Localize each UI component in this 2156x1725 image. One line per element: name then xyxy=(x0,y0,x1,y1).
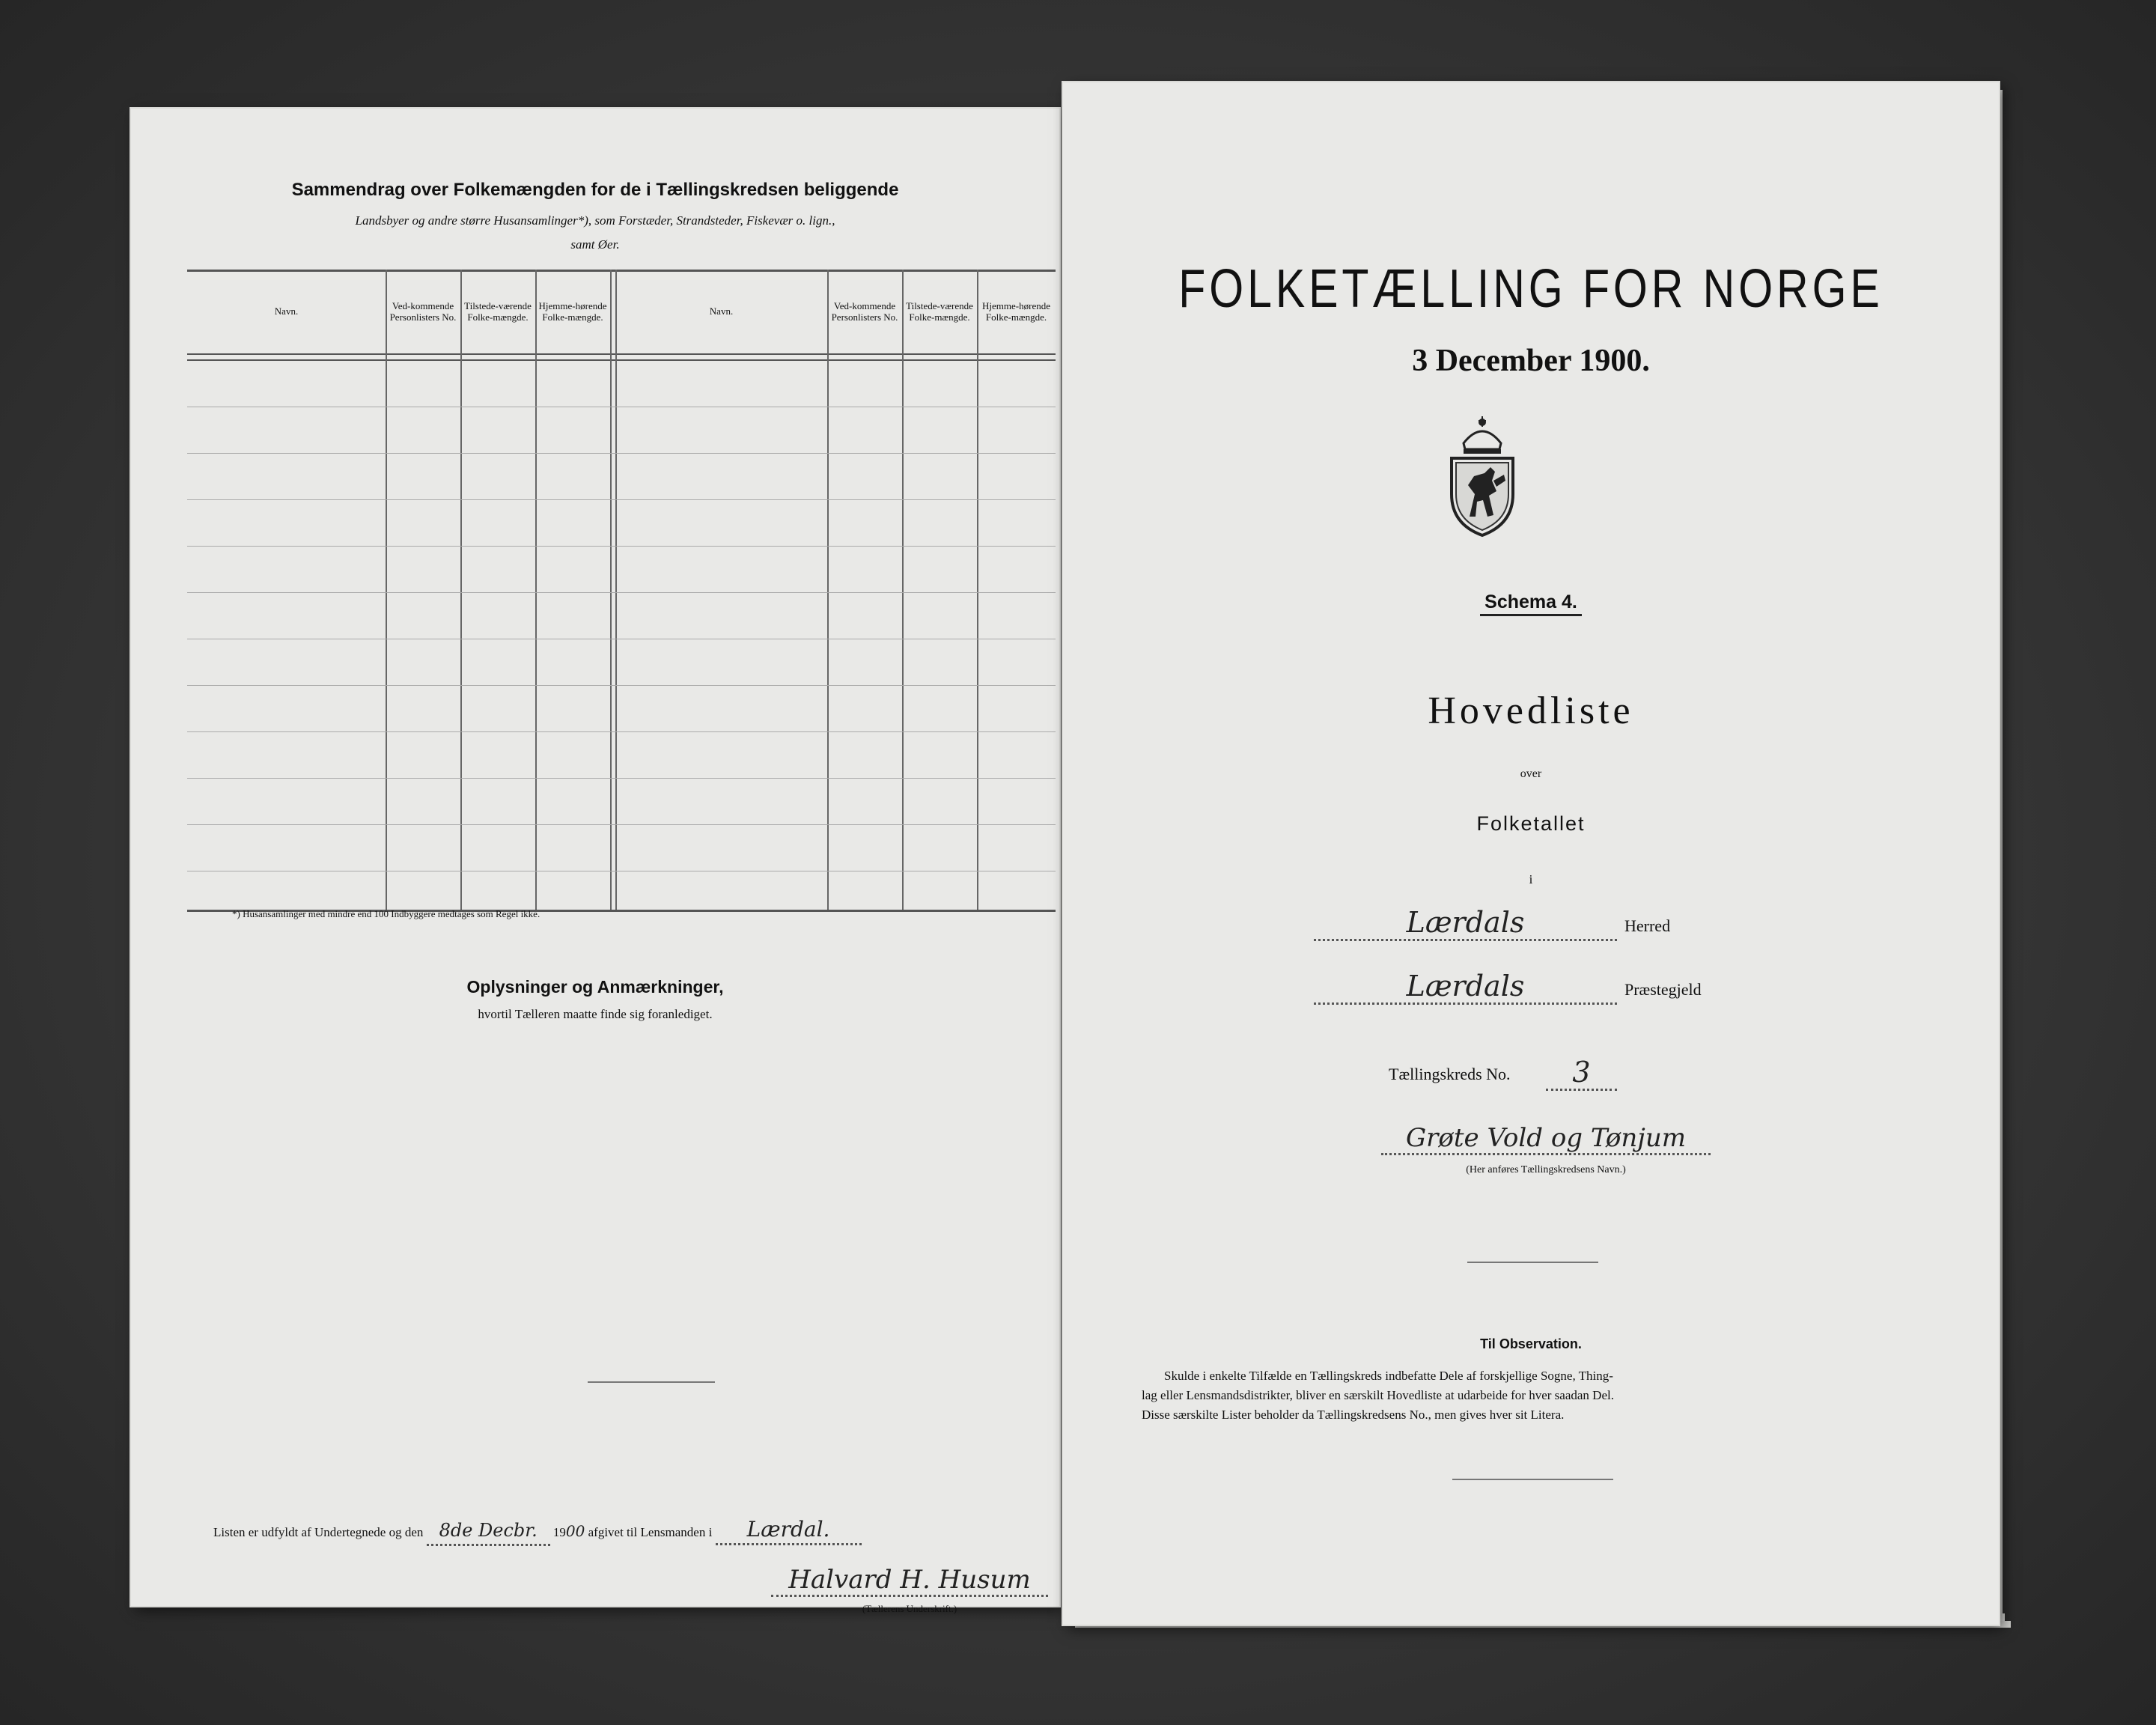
summary-table xyxy=(187,270,1056,910)
header-tilstedevaerende-1: Tilstede-værende Folke-mængde. xyxy=(464,299,532,323)
over-text: over xyxy=(1520,767,1542,780)
prestegjeld-label: Præstegjeld xyxy=(1624,980,1702,999)
kreds-name-caption: (Her anføres Tællingskredsens Navn.) xyxy=(1466,1164,1626,1175)
kreds-name: Grøte Vold og Tønjum xyxy=(1381,1123,1711,1155)
summary-subtitle-2: samt Øer. xyxy=(570,237,620,252)
divider xyxy=(588,1381,715,1383)
divider xyxy=(1452,1479,1613,1480)
herred-value: Lærdals xyxy=(1314,906,1617,941)
divider xyxy=(1467,1262,1598,1263)
footnote: *) Husansamlinger med mindre end 100 Indbyggere medtages som Regel ikke. xyxy=(232,908,540,919)
remarks-subtitle: hvortil Tælleren maatte finde sig foranlediget. xyxy=(478,1007,713,1021)
schema-wrapper xyxy=(1063,591,1999,613)
herred-label: Herred xyxy=(1624,916,1671,935)
signoff-line xyxy=(213,1516,862,1543)
header-tilstedevaerende-2: Tilstede-værende Folke-mængde. xyxy=(906,299,973,323)
i-text: i xyxy=(1529,872,1533,886)
observation-title: Til Observation. xyxy=(1480,1336,1582,1351)
prestegjeld-value: Lærdals xyxy=(1314,970,1617,1005)
signoff-text-before: Listen er udfyldt af Undertegnede og den xyxy=(213,1525,424,1539)
observation-line: lag eller Lensmandsdistrikter, bliver en særskilt Hovedliste at udarbeide for hver saadan Del. xyxy=(1142,1388,1614,1402)
list-title: Hovedliste xyxy=(1428,690,1634,732)
signoff-place: Lærdal. xyxy=(716,1516,862,1545)
summary-subtitle-1: Landsbyer og andre større Husansamlinger*), som Forstæder, Strandsteder, Fiskevær o. lign., xyxy=(355,213,835,228)
header-personlister-1: Ved-kommende Personlisters No. xyxy=(389,299,457,323)
signoff-year: 00 xyxy=(565,1522,585,1540)
kreds-number: 3 xyxy=(1546,1056,1617,1091)
signoff-text-after: afgivet til Lensmanden i xyxy=(588,1525,713,1539)
table-row xyxy=(187,731,1056,732)
summary-title: Sammendrag over Folkemængden for de i Tællingskredsen beliggende xyxy=(291,180,899,200)
census-date: 3 December 1900. xyxy=(1412,344,1650,378)
census-title: FOLKETÆLLING FOR NORGE xyxy=(1178,259,1884,319)
table-row xyxy=(187,499,1056,500)
norway-coat-of-arms-icon xyxy=(1441,412,1523,539)
right-page xyxy=(1063,82,1999,1625)
header-navn-2: Navn. xyxy=(709,305,734,317)
left-page xyxy=(131,109,1059,1614)
prestegjeld-line xyxy=(1314,970,1965,1007)
header-personlister-2: Ved-kommende Personlisters No. xyxy=(831,299,898,323)
table-row xyxy=(187,778,1056,779)
table-row xyxy=(187,685,1056,686)
folketallet-text: Folketallet xyxy=(1476,812,1586,835)
header-hjemmehorende-1: Hjemme-hørende Folke-mængde. xyxy=(538,299,607,323)
observation-line: Skulde i enkelte Tilfælde en Tællingskreds indbefatte Dele af forskjellige Sogne, Thing- xyxy=(1164,1369,1613,1383)
schema-label: Schema 4. xyxy=(1480,591,1582,616)
table-row xyxy=(187,824,1056,825)
signature-caption: (Tællerens Underskrift.) xyxy=(862,1603,957,1614)
herred-line xyxy=(1314,906,1965,943)
table-row xyxy=(187,592,1056,593)
table-row xyxy=(187,453,1056,454)
observation-line: Disse særskilte Lister beholder da Tællingskredsens No., men gives hver sit Litera. xyxy=(1142,1408,1565,1422)
enumerator-signature: Halvard H. Husum xyxy=(771,1565,1048,1597)
signoff-year-prefix: 19 xyxy=(552,1525,566,1539)
header-hjemmehorende-2: Hjemme-hørende Folke-mængde. xyxy=(982,299,1050,323)
header-navn-1: Navn. xyxy=(274,305,299,317)
kreds-line xyxy=(1389,1056,1763,1093)
kreds-label: Tællingskreds No. xyxy=(1389,1065,1511,1083)
observation-text xyxy=(1142,1366,1943,1425)
remarks-title: Oplysninger og Anmærkninger, xyxy=(466,977,724,997)
signoff-date: 8de Decbr. xyxy=(427,1517,550,1546)
table-row xyxy=(187,546,1056,547)
